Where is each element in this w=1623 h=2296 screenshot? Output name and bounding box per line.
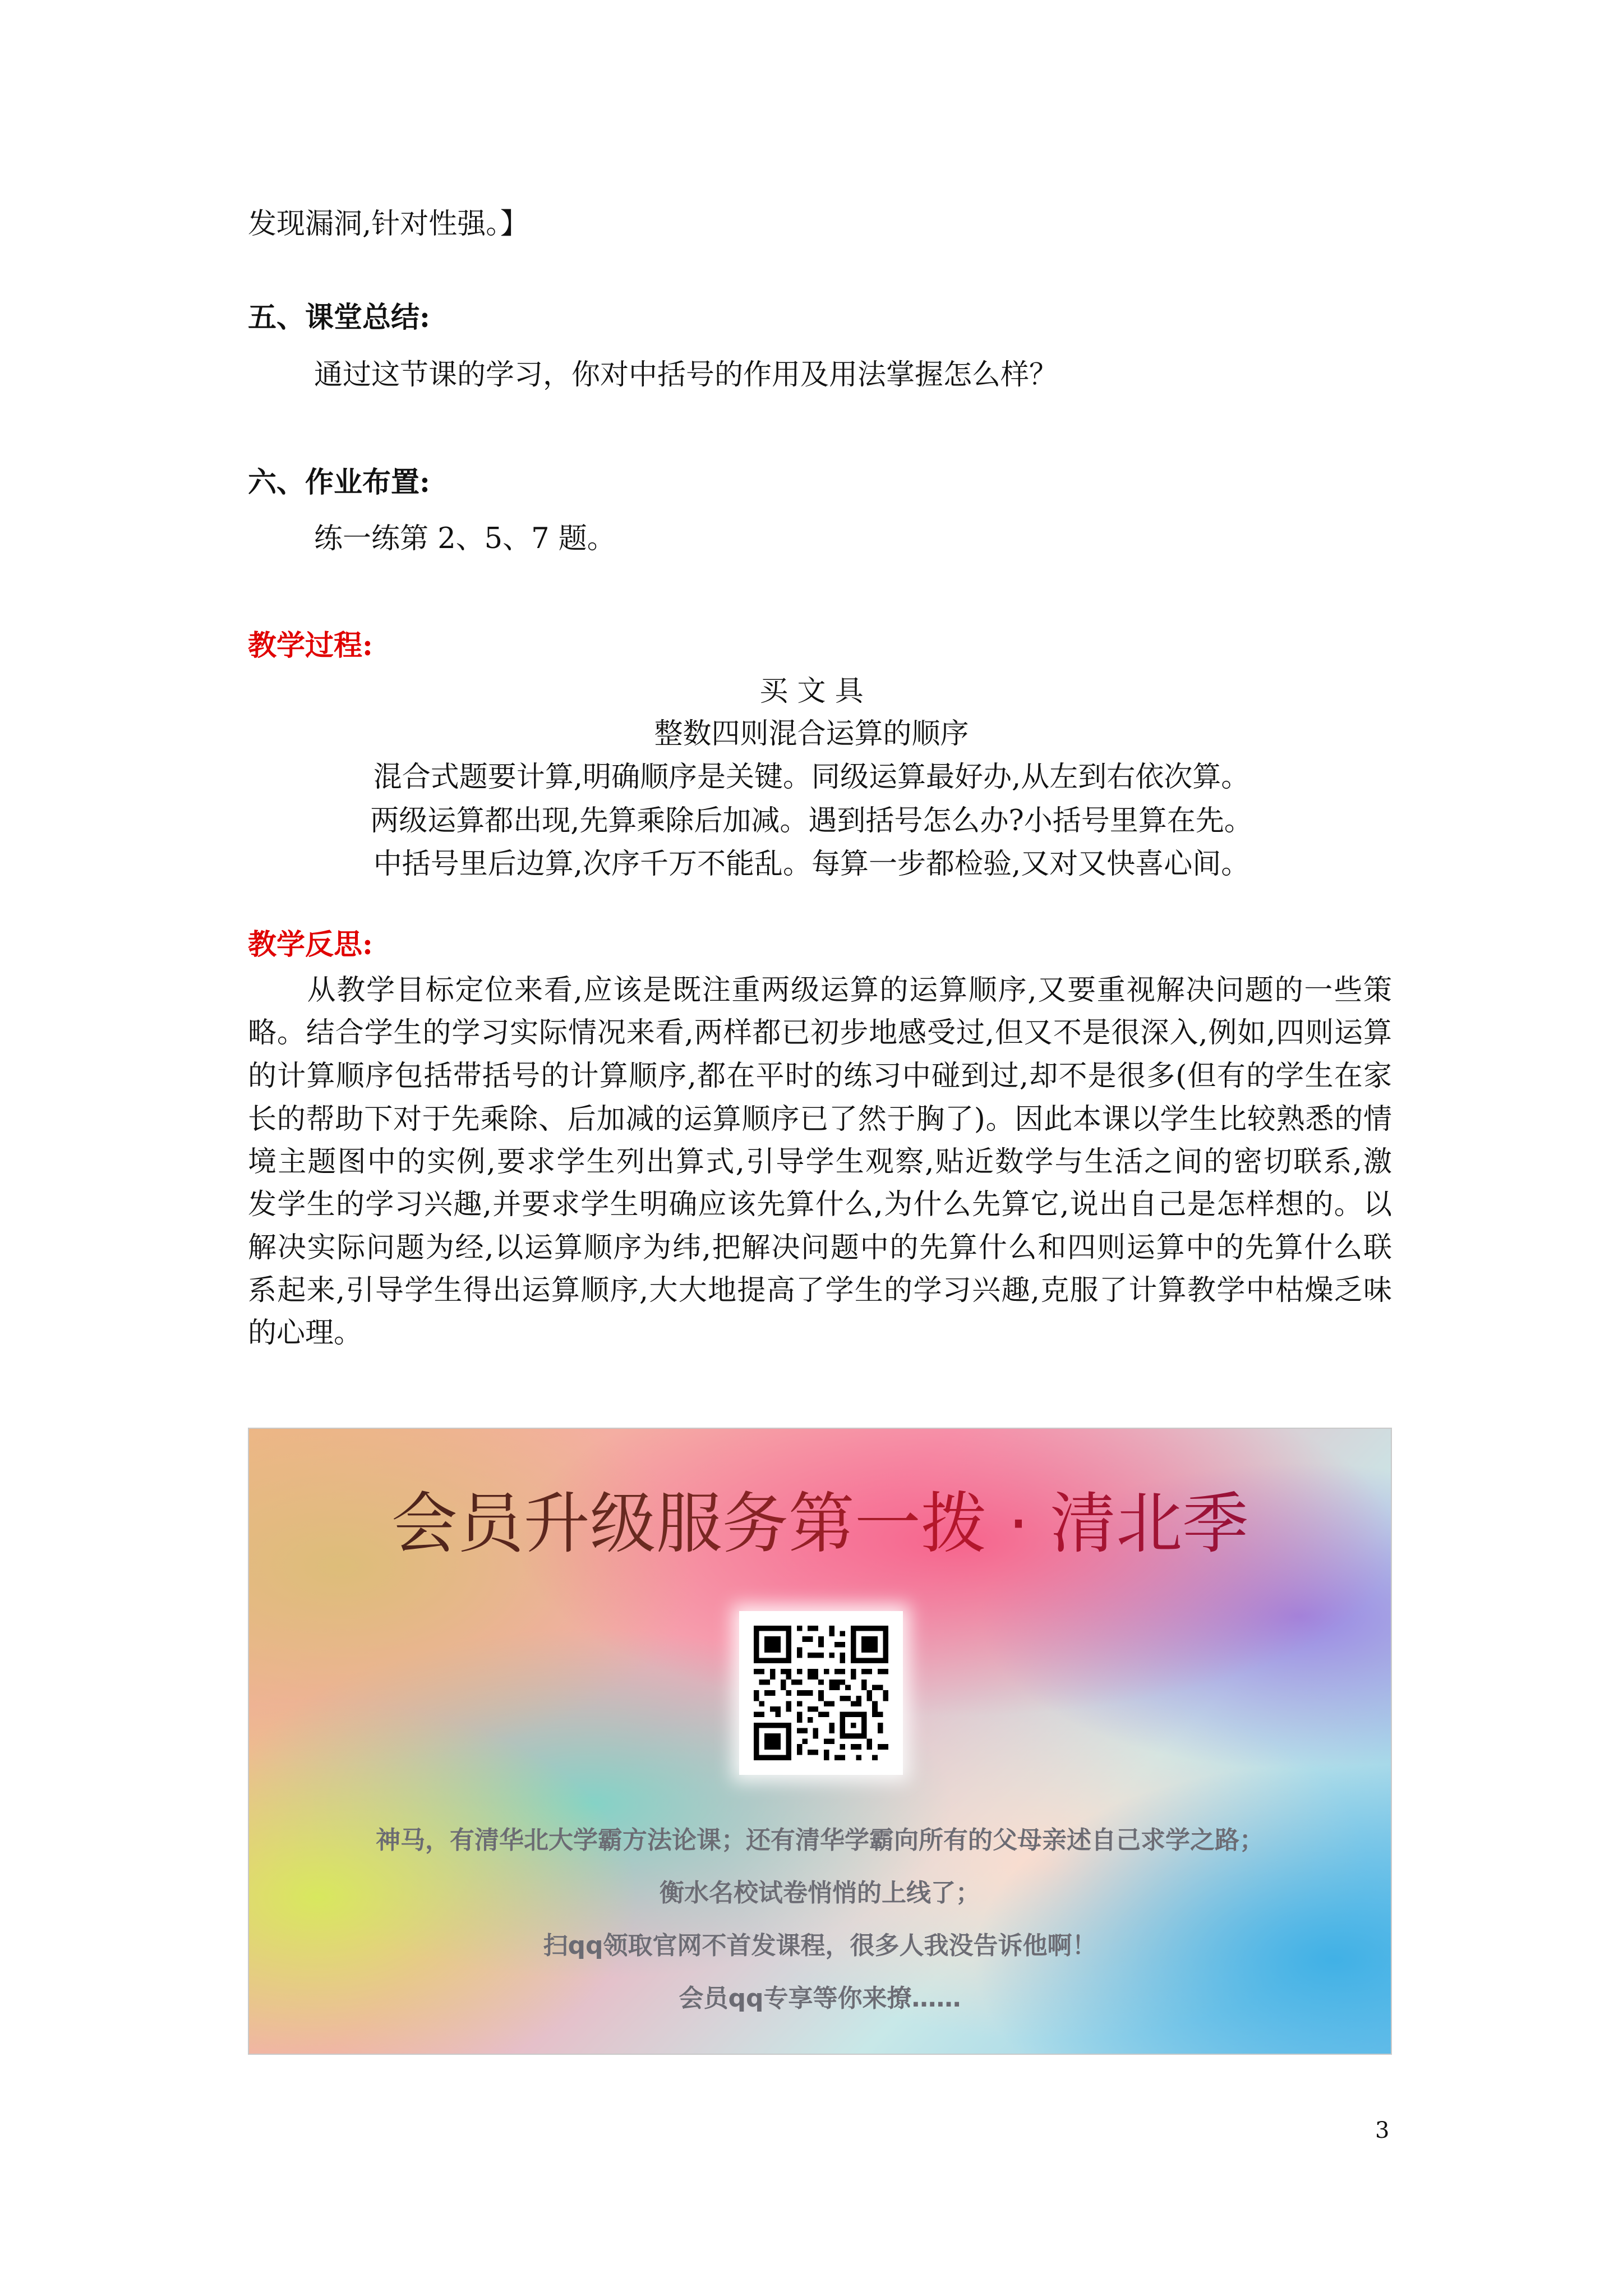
- homework-text: 练一练第 2、5、7 题。: [314, 522, 616, 555]
- poem-line: 两级运算都出现,先算乘除后加减。遇到括号怎么办?小括号里算在先。: [370, 804, 1253, 838]
- summary-heading: 五、课堂总结:: [248, 301, 430, 334]
- reflection-line: 系起来,引导学生得出运算顺序,大大地提高了学生的学习兴趣,克服了计算教学中枯燥乏味: [248, 1274, 1392, 1307]
- qr-code-icon[interactable]: [739, 1611, 903, 1775]
- reflection-line: 的计算顺序包括带括号的计算顺序,都在平时的练习中碰到过,却不是很多(但有的学生在家: [248, 1060, 1392, 1093]
- teaching-process-heading: 教学过程:: [248, 629, 373, 662]
- reflection-line: 发学生的学习兴趣,并要求学生明确应该先算什么,为什么先算它,说出自己是怎样想的。以: [248, 1188, 1392, 1221]
- poem-line: 中括号里后边算,次序千万不能乱。每算一步都检验,又对又快喜心间。: [373, 848, 1250, 881]
- reflection-line: 略。结合学生的学习实际情况来看,两样都已初步地感受过,但又不是很深入,例如,四则运算: [248, 1016, 1392, 1050]
- reflection-line: 从教学目标定位来看,应该是既注重两级运算的运算顺序,又要重视解决问题的一些策: [248, 974, 1392, 1007]
- homework-heading: 六、作业布置:: [248, 466, 430, 499]
- poem-title: 买 文 具: [759, 675, 864, 708]
- page-number: 3: [1375, 2118, 1390, 2143]
- reflection-line: 的心理。: [248, 1317, 363, 1350]
- poem-line: 混合式题要计算,明确顺序是关键。同级运算最好办,从左到右依次算。: [373, 761, 1250, 794]
- reflection-line: 解决实际问题为经,以运算顺序为纬,把解决问题中的先算什么和四则运算中的先算什么联: [248, 1231, 1392, 1264]
- reflection-heading: 教学反思:: [248, 928, 373, 961]
- banner-line: 会员qq专享等你来撩……: [679, 1984, 961, 2013]
- qr-code-graphic: [754, 1626, 888, 1760]
- promo-banner[interactable]: [248, 1428, 1392, 2055]
- summary-text: 通过这节课的学习，你对中括号的作用及用法掌握怎么样？: [314, 358, 1058, 392]
- poem-subtitle: 整数四则混合运算的顺序: [654, 717, 969, 751]
- reflection-line: 长的帮助下对于先乘除、后加减的运算顺序已了然于胸了)。因此本课以学生比较熟悉的情: [248, 1103, 1392, 1136]
- banner-line: 神马，有清华北大学霸方法论课；还有清华学霸向所有的父母亲述自己求学之路；: [376, 1826, 1264, 1855]
- continuation-text: 发现漏洞,针对性强。】: [248, 208, 529, 241]
- banner-line: 扫qq领取官网不首发课程，很多人我没告诉他啊！: [543, 1931, 1097, 1960]
- banner-title: 会员升级服务第一拨 · 清北季: [249, 1490, 1391, 1557]
- reflection-line: 境主题图中的实例,要求学生列出算式,引导学生观察,贴近数学与生活之间的密切联系,激: [248, 1145, 1392, 1179]
- banner-line: 衡水名校试卷悄悄的上线了；: [660, 1879, 980, 1907]
